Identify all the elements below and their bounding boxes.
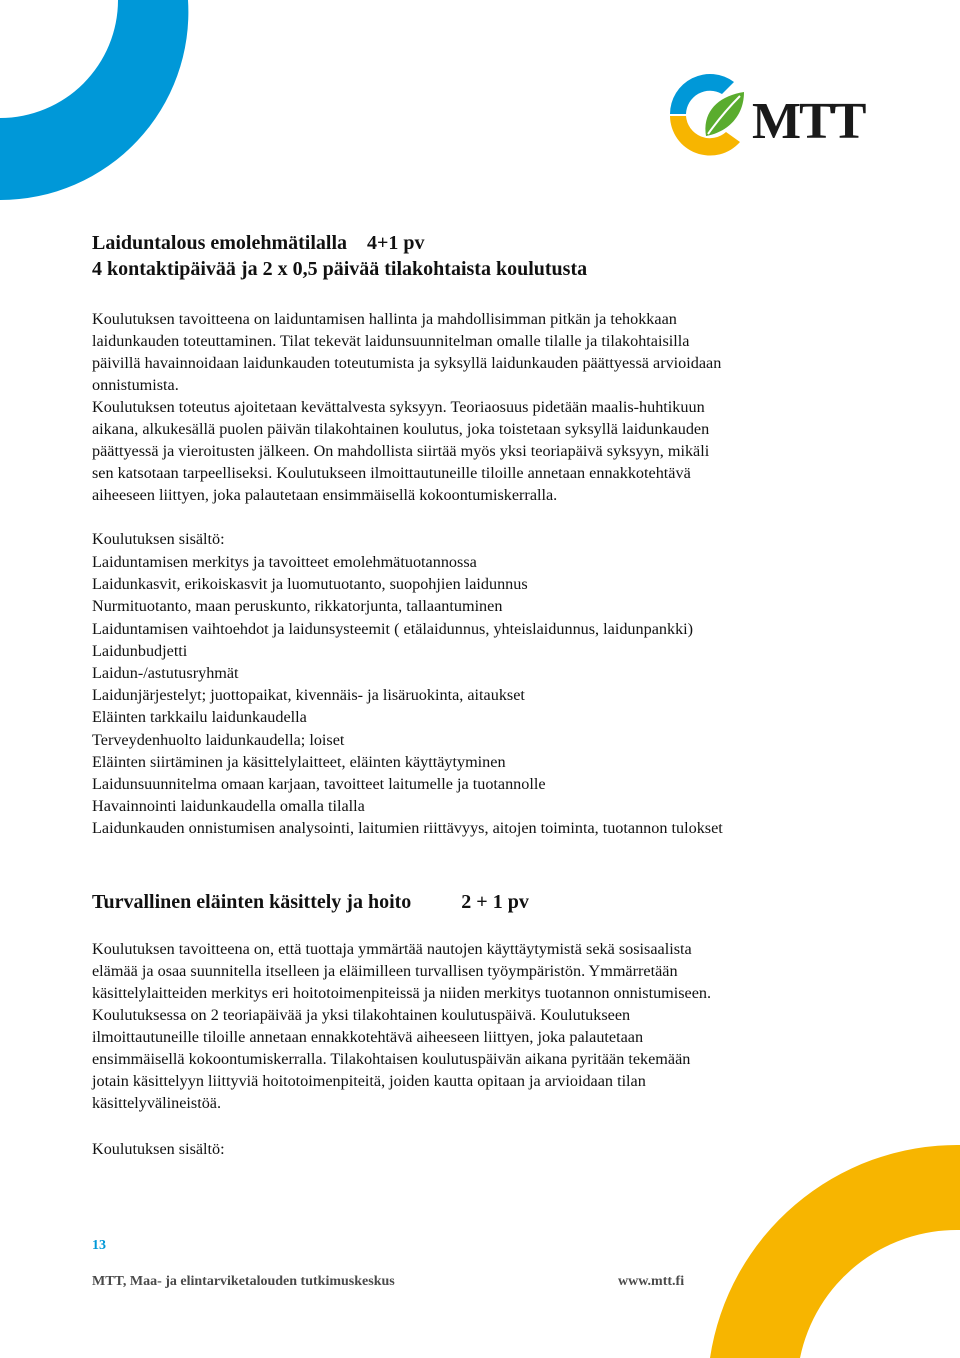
- top-left-blue-arc: [0, 0, 188, 200]
- section1-duration: 4+1 pv: [367, 232, 425, 254]
- text-line: sen katsotaan tarpeelliseksi. Koulutukseen ilmoittautuneille tiloille annetaan ennakkotehtävä: [92, 464, 691, 482]
- text-line: käsittelyvälineistöä.: [92, 1094, 222, 1112]
- text-line: päättyessä ja vieroitusten jälkeen. On mahdollista siirtää myös yksi teoriapäivä syksyyn, mikäli: [92, 442, 710, 460]
- text-line: käsittelylaitteiden merkitys eri hoitotoimenpiteissä ja niiden merkitys tuotannon onnistumiseen.: [92, 984, 712, 1002]
- list-item: Laidunsuunnitelma omaan karjaan, tavoitteet laitumelle ja tuotannolle: [92, 775, 546, 794]
- list-item: Laidunkauden onnistumisen analysointi, laitumien riittävyys, aitojen toiminta, tuotannon tulokset: [92, 819, 723, 838]
- section1-title: Laiduntalous emolehmätilalla: [92, 232, 348, 254]
- list-item: Laidunjärjestelyt; juottopaikat, kivennäis- ja lisäruokinta, aitaukset: [92, 686, 525, 705]
- section1-heading: [92, 230, 425, 256]
- list-item: Eläinten siirtäminen ja käsittelylaitteet, eläinten käyttäytyminen: [92, 752, 506, 771]
- text-line: ensimmäisellä kokoontumiskerralla. Tilakohtaisen koulutuspäivän aikana pyritään tekemään: [92, 1050, 691, 1068]
- text-line: Koulutuksessa on 2 teoriapäivää ja yksi tilakohtainen koulutuspäivä. Koulutukseen: [92, 1006, 631, 1024]
- text-line: Koulutuksen tavoitteena on, että tuottaja ymmärtää nautojen käyttäytymistä sekä sosisaalista: [92, 940, 692, 958]
- bottom-right-yellow-arc: [710, 1145, 960, 1358]
- section2-duration: 2 + 1 pv: [461, 891, 529, 913]
- list-item: Laidunbudjetti: [92, 641, 188, 660]
- section2-content-label: Koulutuksen sisältö:: [92, 1140, 225, 1158]
- text-line: jotain käsittelyyn liittyviä hoitotoimenpiteitä, joiden kautta opitaan ja arvioidaan tilan: [92, 1072, 646, 1090]
- text-line: aiheeseen liittyen, joka palautetaan ensimmäisellä kokoontumiskerralla.: [92, 486, 558, 504]
- section2-title: Turvallinen eläinten käsittely ja hoito: [92, 891, 412, 913]
- section1-paragraph-1: [92, 308, 852, 396]
- section1-subtitle: 4 kontaktipäivää ja 2 x 0,5 päivää tilakohtaista koulutusta: [92, 258, 588, 280]
- text-line: päivillä havainnoidaan laidunkauden toteutumista ja syksyllä laidunkauden päättyessä arvioidaan: [92, 354, 722, 372]
- section1-content-label: Koulutuksen sisältö:: [92, 530, 225, 548]
- list-item: Terveydenhuolto laidunkaudella; loiset: [92, 730, 345, 749]
- text-line: Koulutuksen toteutus ajoitetaan kevättalvesta syksyyn. Teoriaosuus pidetään maalis-huhtikuun: [92, 398, 705, 416]
- footer-organization: MTT, Maa- ja elintarviketalouden tutkimuskeskus: [92, 1274, 395, 1289]
- section2-heading: [92, 889, 529, 915]
- list-item: Nurmituotanto, maan peruskunto, rikkatorjunta, tallaantuminen: [92, 597, 503, 616]
- footer-website-link[interactable]: www.mtt.fi: [618, 1274, 685, 1289]
- list-item: Laiduntamisen merkitys ja tavoitteet emolehmätuotannossa: [92, 553, 477, 571]
- logo-text: MTT: [752, 93, 865, 150]
- page-number: 13: [92, 1238, 106, 1253]
- text-line: elämää ja osaa suunnitella itselleen ja eläimilleen turvallisen työympäristön. Ymmärretään: [92, 962, 678, 980]
- list-item: Laidun-/astutusryhmät: [92, 664, 239, 683]
- section1-content-list: [92, 551, 723, 840]
- list-item: Laiduntamisen vaihtoehdot ja laidunsysteemit ( etälaidunnus, yhteislaidunnus, laidunpankki): [92, 619, 694, 638]
- list-item: Eläinten tarkkailu laidunkaudella: [92, 708, 307, 727]
- text-line: Koulutuksen tavoitteena on laiduntamisen hallinta ja mahdollisimman pitkän ja tehokkaan: [92, 310, 677, 328]
- text-line: laidunkauden toteuttaminen. Tilat tekevät laidunsuunnitelman omalle tilalle ja tilakohtaisilla: [92, 332, 690, 350]
- section2-paragraph-1: [92, 938, 852, 1114]
- section1-paragraph-2: [92, 396, 852, 506]
- text-line: onnistumista.: [92, 376, 179, 394]
- list-item: Laidunkasvit, erikoiskasvit ja luomutuotanto, suopohjien laidunnus: [92, 575, 528, 594]
- text-line: aikana, alkukesällä puolen päivän tilakohtainen koulutus, joka toistetaan syksyllä laidunkauden: [92, 420, 710, 438]
- list-item: Havainnointi laidunkaudella omalla tilalla: [92, 797, 365, 816]
- text-line: ilmoittautuneille tiloille annetaan ennakkotehtävä aiheeseen liittyen, joka palautetaan: [92, 1028, 644, 1046]
